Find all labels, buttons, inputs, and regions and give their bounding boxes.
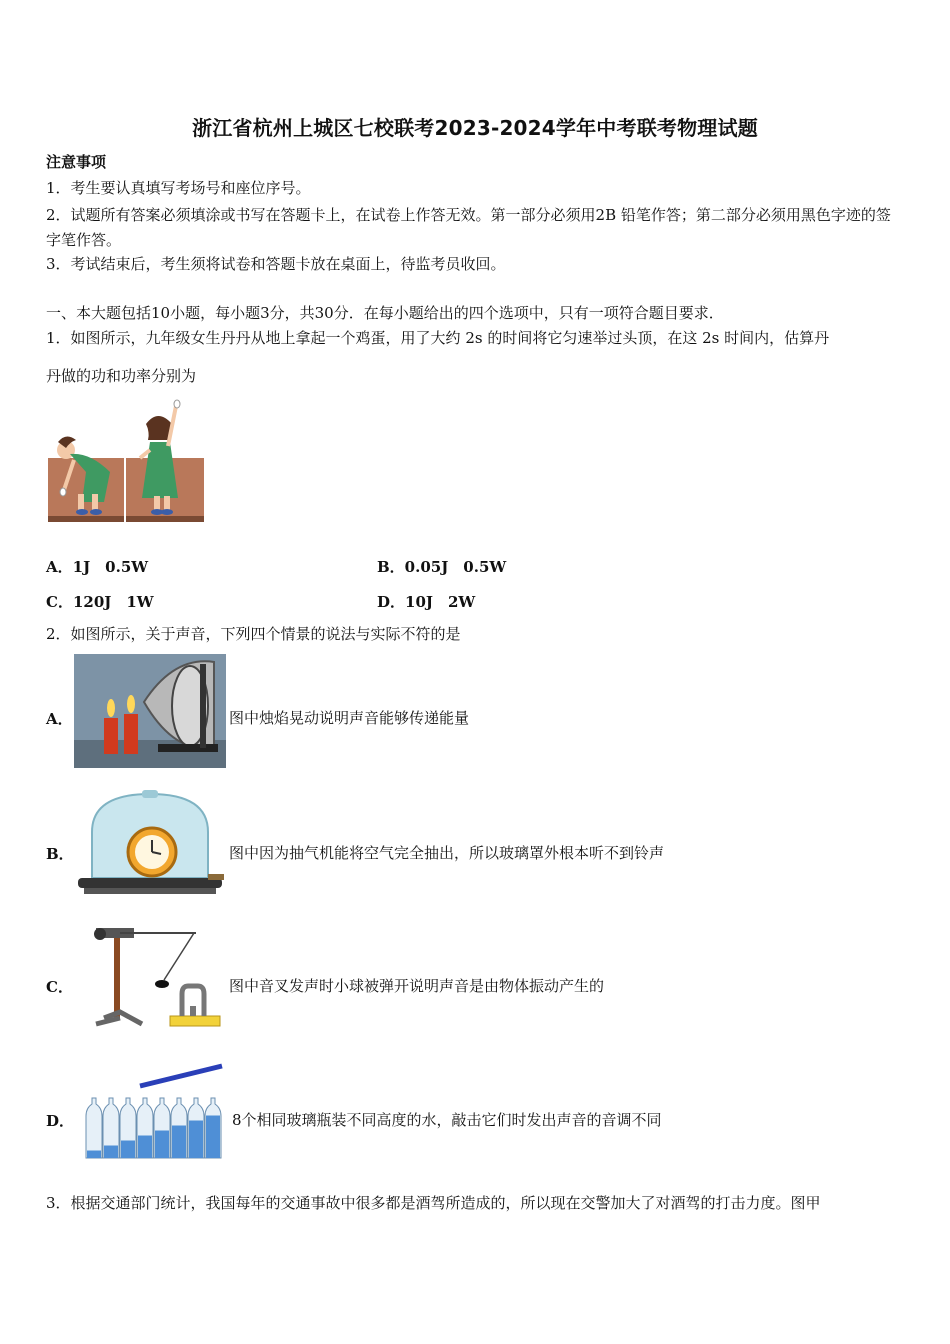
q2-option-c-text: 图中音叉发声时小球被弹开说明声音是由物体振动产生的 [229,977,605,995]
page-title: 浙江省杭州上城区七校联考2023-2024学年中考联考物理试题 [192,116,758,140]
q2-figure-candles-speaker [74,654,226,768]
bottle [154,1098,170,1158]
q2-figure-water-bottles [80,1056,228,1168]
q2-option-d-text: 8个相同玻璃瓶装不同高度的水，敲击它们时发出声音的音调不同 [232,1111,662,1129]
bottle [120,1098,136,1158]
q2-option-b-letter: B． [46,845,74,863]
section-heading: 一、本大题包括10小题，每小题3分，共30分．在每小题给出的四个选项中，只有一项符合题目要求． [46,304,724,322]
q1-option-b: B．0.05J 0.5W [377,558,507,576]
q2-option-d-letter: D． [46,1112,75,1130]
q1-option-a: A．1J 0.5W [46,558,149,576]
q2-figure-bell-jar-clock [74,790,226,902]
q1-option-d: D．10J 2W [377,593,476,611]
q1-stem-line2: 丹做的功和功率分别为 [46,367,197,385]
notice-item-2: 2．试题所有答案必须填涂或书写在答题卡上，在试卷上作答无效。第一部分必须用2B 铅笔作答；第二部分必须用黑色字迹的签字笔作答。 [46,206,891,249]
q1-stem-line1: 1．如图所示，九年级女生丹丹从地上拿起一个鸡蛋，用了大约 2s 的时间将它匀速举过头顶，在这 2s 时间内，估算丹 [46,329,830,347]
bottle [137,1098,153,1158]
notice-item-1: 1．考生要认真填写考场号和座位序号。 [46,179,311,197]
q2-stem: 2．如图所示，关于声音，下列四个情景的说法与实际不符的是 [46,625,461,643]
notice-item-3: 3．考试结束后，考生须将试卷和答题卡放在桌面上，待监考员收回。 [46,255,506,273]
q3-stem: 3．根据交通部门统计，我国每年的交通事故中很多都是酒驾所造成的，所以现在交警加大了对酒驾的打击力度。图甲 [46,1194,821,1212]
q2-option-c-letter: C． [46,978,73,996]
notice-heading: 注意事项 [46,153,107,171]
bottle [171,1098,187,1158]
q2-option-b-text: 图中因为抽气机能将空气完全抽出，所以玻璃罩外根本听不到铃声 [229,844,665,862]
q1-figure-girl-lifting-egg [46,398,206,524]
bottle [103,1098,119,1158]
q2-option-a-letter: A． [46,710,73,728]
bottle [86,1098,102,1158]
q1-option-c: C．120J 1W [46,593,154,611]
q2-figure-tuning-fork-ball [74,922,226,1034]
bottle [188,1098,204,1158]
bottle [205,1098,221,1158]
q2-option-a-text: 图中烛焰晃动说明声音能够传递能量 [229,709,470,727]
